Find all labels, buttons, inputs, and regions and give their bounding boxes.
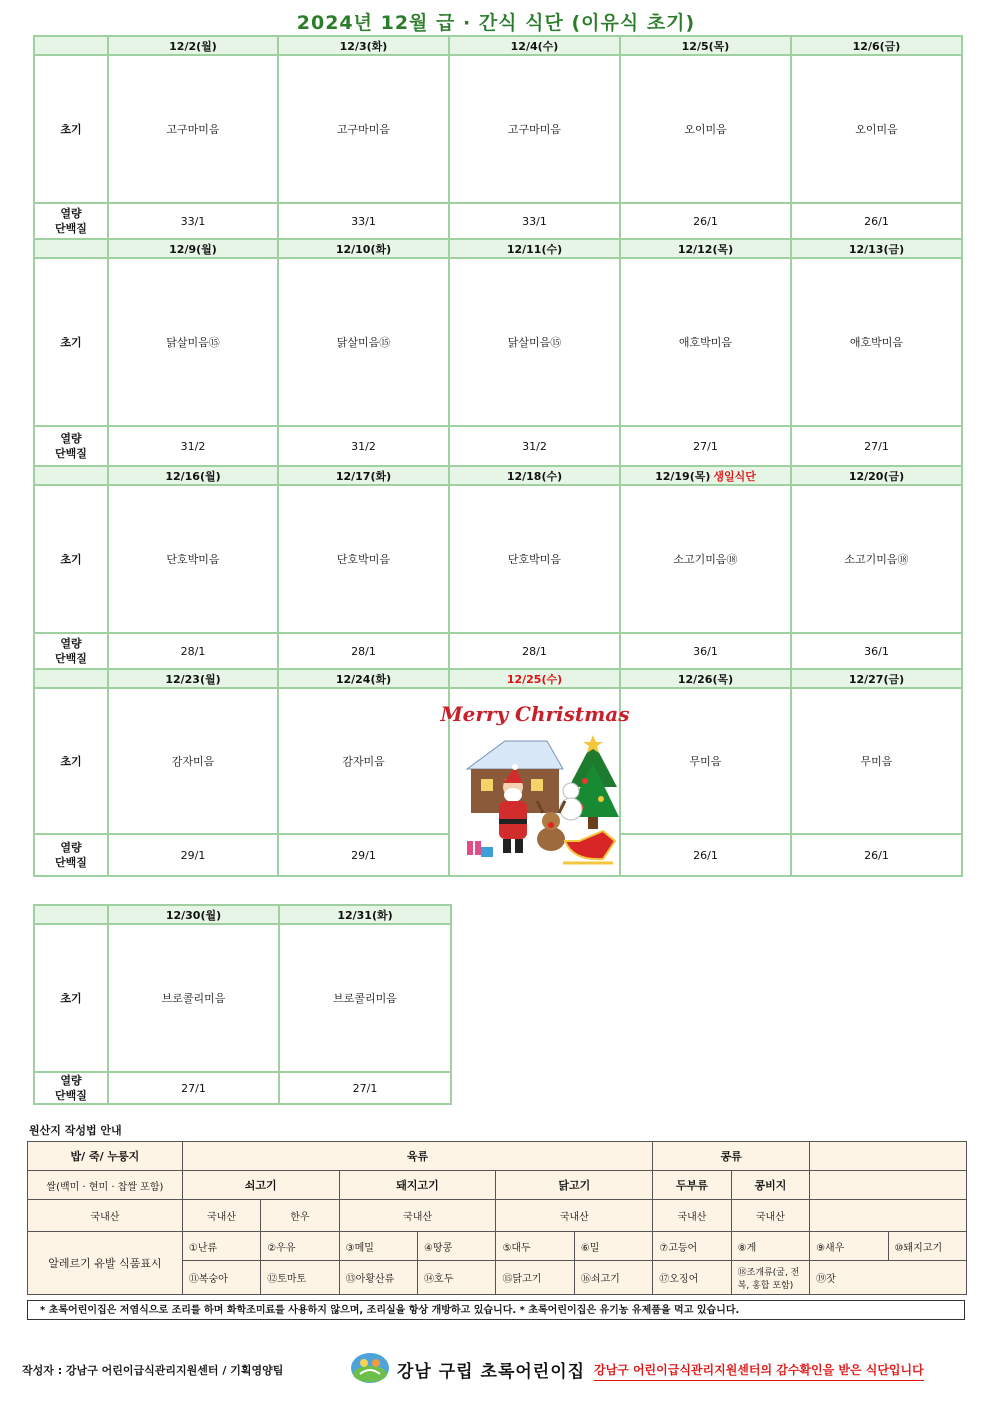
date-header-birthday: 12/19(목) 생일식단 (620, 466, 791, 485)
allergen: ⑥밀 (574, 1232, 652, 1261)
kcal-cell: 31/2 (278, 426, 449, 466)
certification-note: 강남구 어린이급식관리지원센터의 감수확인을 받은 식단입니다 (594, 1361, 924, 1381)
kcal-row (34, 1072, 451, 1104)
menu-cell: 무미음 (791, 688, 962, 834)
legend-title: 원산지 작성법 안내 (29, 1124, 122, 1137)
menu-row (34, 688, 962, 834)
daycare-name: 강남 구립 초록어린이집 (397, 1362, 586, 1382)
kcal-cell: 27/1 (279, 1072, 451, 1104)
menu-cell: 브로콜리미음 (279, 924, 451, 1072)
date-header: 12/4(수) (449, 36, 620, 55)
legend-origin: 국내산 (731, 1200, 809, 1232)
menu-cell: 감자미음 (278, 688, 449, 834)
row-label-kcal: 열량 단백질 (34, 633, 108, 669)
date-header: 12/12(목) (620, 239, 791, 258)
row-label-menu: 초기 (34, 924, 108, 1072)
author-credit: 작성자 : 강남구 어린이급식관리지원센터 / 기획영양팀 (22, 1364, 284, 1377)
date-header: 12/16(월) (108, 466, 278, 485)
allergen: ⑪복숭아 (182, 1261, 260, 1295)
date-header: 12/23(월) (108, 669, 278, 688)
menu-row (34, 258, 962, 426)
page-title: 2024년 12월 급 · 간식 식단 (이유식 초기) (296, 12, 696, 34)
legend-bean-curd: 콩비지 (731, 1171, 809, 1200)
date-header: 12/2(월) (108, 36, 278, 55)
corner-cell (34, 905, 108, 924)
legend-origin-hanwoo: 한우 (261, 1200, 339, 1232)
date-header: 12/31(화) (279, 905, 451, 924)
allergen: ⑱조개류(굴, 전복, 홍합 포함) (731, 1261, 809, 1295)
kcal-row (34, 203, 962, 239)
kcal-cell: 33/1 (278, 203, 449, 239)
menu-row (34, 485, 962, 633)
date-header: 12/26(목) (620, 669, 791, 688)
date-header: 12/20(금) (791, 466, 962, 485)
corner-cell (34, 466, 108, 485)
allergen: ⑰오징어 (653, 1261, 731, 1295)
menu-cell: 애호박미음 (620, 258, 791, 426)
menu-table-last-week (33, 904, 452, 1105)
row-label-kcal: 열량 단백질 (34, 834, 108, 876)
menu-cell: 감자미음 (108, 688, 278, 834)
date-header: 12/9(월) (108, 239, 278, 258)
date-row (34, 905, 451, 924)
kcal-cell: 31/2 (108, 426, 278, 466)
allergen: ③메밀 (339, 1232, 417, 1261)
corner-cell (34, 36, 108, 55)
menu-cell: 단호박미음 (108, 485, 278, 633)
date-header: 12/13(금) (791, 239, 962, 258)
menu-cell: 닭살미음⑮ (108, 258, 278, 426)
kcal-cell: 31/2 (449, 426, 620, 466)
allergen: ⑧게 (731, 1232, 809, 1261)
date-row (34, 239, 962, 258)
allergen: ②우유 (261, 1232, 339, 1261)
legend-pork: 돼지고기 (339, 1171, 496, 1200)
menu-cell: 오이미음 (620, 55, 791, 203)
kitchen-note: * 초록어린이집은 저염식으로 조리를 하며 화학조미료를 사용하지 않으며, 조리실을 항상 개방하고 있습니다. * 초록어린이집은 유기농 유제품을 먹고 있습니다. (27, 1300, 965, 1320)
menu-row (34, 924, 451, 1072)
birthday-badge: 생일식단 (713, 469, 756, 483)
legend-origin: 국내산 (182, 1200, 260, 1232)
menu-cell: 고구마미음 (449, 55, 620, 203)
legend-empty (810, 1200, 967, 1232)
kcal-row (34, 426, 962, 466)
allergen: ①난류 (182, 1232, 260, 1261)
legend-rice-desc: 쌀(백미 · 현미 · 찹쌀 포함) (28, 1171, 183, 1200)
legend-allergy-label: 알레르기 유발 식품표시 (28, 1232, 183, 1295)
row-label-menu: 초기 (34, 258, 108, 426)
allergen: ⑯쇠고기 (574, 1261, 652, 1295)
kcal-cell: 29/1 (278, 834, 449, 876)
christmas-illustration (440, 691, 629, 873)
footer (22, 1352, 972, 1382)
menu-cell: 단호박미음 (278, 485, 449, 633)
legend-chicken: 닭고기 (496, 1171, 653, 1200)
menu-cell: 소고기미음⑱ (791, 485, 962, 633)
allergen: ⑤대두 (496, 1232, 574, 1261)
date-header: 12/5(목) (620, 36, 791, 55)
row-label-menu: 초기 (34, 485, 108, 633)
allergen: ⑭호두 (418, 1261, 496, 1295)
kcal-cell: 26/1 (791, 834, 962, 876)
kcal-cell: 27/1 (791, 426, 962, 466)
legend-rice-header: 밥/ 죽/ 누룽지 (28, 1142, 183, 1171)
date-header: 12/27(금) (791, 669, 962, 688)
menu-cell: 고구마미음 (108, 55, 278, 203)
legend-tofu: 두부류 (653, 1171, 731, 1200)
legend-empty (810, 1171, 967, 1200)
date-row (34, 36, 962, 55)
kcal-row (34, 633, 962, 669)
date-header: 12/10(화) (278, 239, 449, 258)
row-label-kcal: 열량 단백질 (34, 203, 108, 239)
allergen: ⑦고등어 (653, 1232, 731, 1261)
row-label-kcal: 열량 단백질 (34, 1072, 108, 1104)
kcal-cell: 33/1 (108, 203, 278, 239)
menu-cell: 닭살미음⑮ (449, 258, 620, 426)
date-header: 12/17(화) (278, 466, 449, 485)
kcal-cell: 27/1 (108, 1072, 279, 1104)
allergen: ⑩돼지고기 (888, 1232, 967, 1261)
row-label-kcal: 열량 단백질 (34, 426, 108, 466)
allergen: ⑫토마토 (261, 1261, 339, 1295)
allergen: ⑬아황산류 (339, 1261, 417, 1295)
date-header: 12/30(월) (108, 905, 279, 924)
kcal-cell: 29/1 (108, 834, 278, 876)
kcal-cell: 36/1 (791, 633, 962, 669)
kcal-cell: 33/1 (449, 203, 620, 239)
legend-origin: 국내산 (339, 1200, 496, 1232)
menu-cell: 오이미음 (791, 55, 962, 203)
date-row (34, 466, 962, 485)
kcal-cell: 28/1 (278, 633, 449, 669)
date-header: 12/3(화) (278, 36, 449, 55)
allergen: ⑨새우 (810, 1232, 888, 1261)
menu-cell: 브로콜리미음 (108, 924, 279, 1072)
menu-cell: 고구마미음 (278, 55, 449, 203)
legend-origin: 국내산 (496, 1200, 653, 1232)
legend-bean-header: 콩류 (653, 1142, 810, 1171)
menu-table (33, 35, 963, 877)
allergen: ⑲잣 (810, 1261, 967, 1295)
allergen: ④땅콩 (418, 1232, 496, 1261)
date-header: 12/6(금) (791, 36, 962, 55)
christmas-greeting: Merry Christmas (440, 702, 629, 726)
date-header: 12/11(수) (449, 239, 620, 258)
kcal-cell: 27/1 (620, 426, 791, 466)
menu-cell: 소고기미음⑱ (620, 485, 791, 633)
kcal-cell: 36/1 (620, 633, 791, 669)
date-header: 12/24(화) (278, 669, 449, 688)
daycare-logo-icon (350, 1352, 390, 1384)
kcal-cell: 28/1 (449, 633, 620, 669)
kcal-cell: 26/1 (791, 203, 962, 239)
menu-cell: 무미음 (620, 688, 791, 834)
date-header: 12/18(수) (449, 466, 620, 485)
corner-cell (34, 239, 108, 258)
legend-origin: 국내산 (28, 1200, 183, 1232)
menu-cell: 애호박미음 (791, 258, 962, 426)
christmas-image-cell (440, 688, 629, 876)
legend-beef: 쇠고기 (182, 1171, 339, 1200)
date-row (34, 669, 962, 688)
kcal-cell: 26/1 (620, 203, 791, 239)
corner-cell (34, 669, 108, 688)
kcal-cell: 28/1 (108, 633, 278, 669)
date-header-holiday: 12/25(수) (449, 669, 620, 688)
kcal-cell: 26/1 (620, 834, 791, 876)
row-label-menu: 초기 (34, 688, 108, 834)
legend-origin: 국내산 (653, 1200, 731, 1232)
row-label-menu: 초기 (34, 55, 108, 203)
menu-cell: 닭살미음⑮ (278, 258, 449, 426)
legend-meat-header: 육류 (182, 1142, 652, 1171)
origin-legend-table (27, 1141, 967, 1295)
menu-row (34, 55, 962, 203)
menu-cell: 단호박미음 (449, 485, 620, 633)
allergen: ⑮닭고기 (496, 1261, 574, 1295)
legend-empty (810, 1142, 967, 1171)
